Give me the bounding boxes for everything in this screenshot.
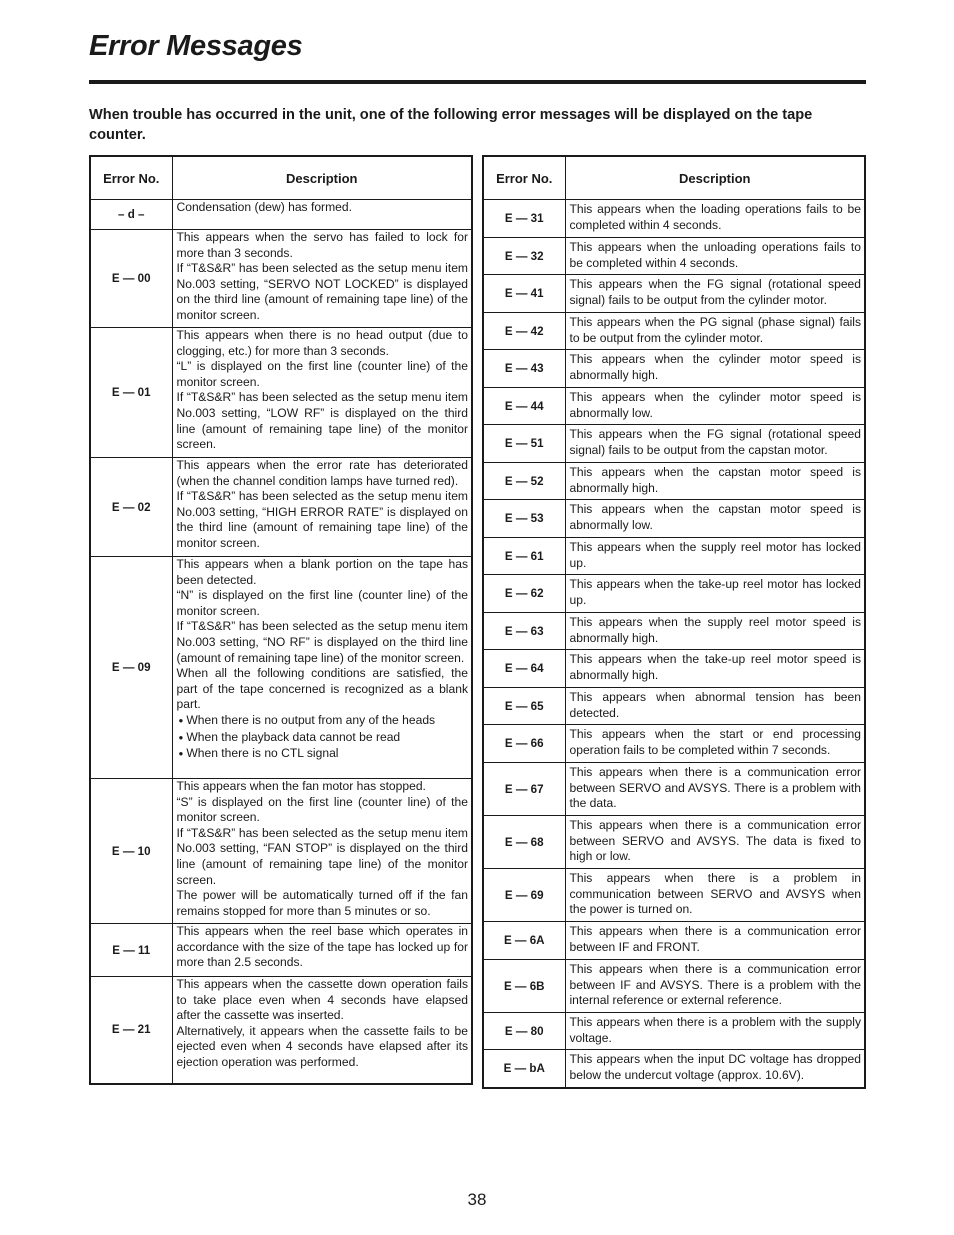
error-code: E — 01	[90, 328, 172, 458]
error-row	[90, 458, 472, 557]
description-paragraph: This appears when the start or end processing operation fails to be completed within 7 seconds.	[569, 727, 861, 757]
error-code: E — 51	[483, 425, 565, 463]
error-code: E — 21	[90, 977, 172, 1084]
error-row	[483, 200, 865, 238]
error-code: E — 6B	[483, 960, 565, 1013]
error-row	[483, 238, 865, 275]
error-code: E — 42	[483, 313, 565, 350]
description-paragraph: This appears when the FG signal (rotational speed signal) fails to be output from the capstan motor.	[569, 427, 861, 457]
error-description	[565, 238, 865, 275]
error-row	[483, 922, 865, 960]
description-paragraph: This appears when the take-up reel motor has locked up.	[569, 577, 861, 607]
error-code: E — 62	[483, 575, 565, 613]
description-paragraph: This appears when there is a communication error between IF and FRONT.	[569, 924, 861, 954]
description-paragraph: This appears when there is a problem with the supply voltage.	[569, 1014, 861, 1045]
error-description	[565, 763, 865, 816]
description-paragraph: This appears when the supply reel motor speed is abnormally high.	[569, 614, 861, 645]
description-paragraph: This appears when there is no head output (due to clogging, etc.) for more than 3 seconds.	[176, 328, 468, 358]
error-code: E — 65	[483, 688, 565, 725]
error-code: E — bA	[483, 1050, 565, 1088]
error-code: E — 61	[483, 538, 565, 575]
error-row	[483, 613, 865, 650]
error-row	[90, 230, 472, 328]
error-description	[565, 1050, 865, 1088]
error-description	[172, 230, 472, 328]
error-code: E — 31	[483, 200, 565, 238]
error-row	[483, 463, 865, 500]
error-description	[172, 200, 472, 230]
description-paragraph: “S” is displayed on the first line (counter line) of the monitor screen.	[176, 794, 468, 825]
error-table-left	[89, 155, 473, 1085]
description-paragraph: This appears when the input DC voltage has dropped below the undercut voltage (approx. 10.6V).	[569, 1052, 861, 1082]
description-paragraph: This appears when the reel base which operates in accordance with the size of the tape has locked up for more than 2.5 seconds.	[176, 924, 468, 970]
error-description	[565, 816, 865, 869]
table-header-row	[483, 156, 865, 200]
error-code: E — 32	[483, 238, 565, 275]
error-row	[483, 350, 865, 388]
description-paragraph: This appears when the capstan motor speed is abnormally low.	[569, 502, 861, 532]
error-row	[483, 538, 865, 575]
description-paragraph: This appears when there is a communication error between IF and AVSYS. There is a problem with the internal reference or external reference.	[569, 962, 861, 1008]
error-code: E — 41	[483, 275, 565, 313]
error-code: E — 80	[483, 1013, 565, 1050]
error-code: – d –	[90, 200, 172, 230]
description-paragraph: This appears when the loading operations fails to be completed within 4 seconds.	[569, 202, 861, 232]
description-paragraph: This appears when the supply reel motor has locked up.	[569, 539, 861, 570]
error-description	[172, 977, 472, 1084]
error-row	[483, 763, 865, 816]
description-paragraph: This appears when the FG signal (rotational speed signal) fails to be output from the cylinder motor.	[569, 277, 861, 307]
error-description	[565, 313, 865, 350]
description-paragraph: This appears when the cylinder motor speed is abnormally low.	[569, 389, 861, 420]
error-description	[565, 688, 865, 725]
description-paragraph: This appears when the capstan motor speed is abnormally high.	[569, 464, 861, 495]
error-row	[483, 500, 865, 538]
description-paragraph: If “T&S&R” has been selected as the setup menu item No.003 setting, “FAN STOP” is displayed on the third line (amount of remaining tape line) of the monitor screen.	[176, 825, 468, 887]
description-paragraph: This appears when the cylinder motor speed is abnormally high.	[569, 352, 861, 382]
error-description	[565, 538, 865, 575]
error-row	[483, 869, 865, 922]
error-row	[483, 1050, 865, 1088]
error-row	[483, 313, 865, 350]
error-row	[90, 200, 472, 230]
description-paragraph: Condensation (dew) has formed.	[176, 200, 352, 214]
error-row	[483, 816, 865, 869]
description-paragraph: This appears when there is a communication error between SERVO and AVSYS. The data is fixed to high or low.	[569, 818, 861, 864]
page-title: Error Messages	[89, 30, 303, 62]
error-description	[565, 869, 865, 922]
error-table-right	[482, 155, 866, 1089]
error-description	[172, 458, 472, 557]
description-paragraph: If “T&S&R” has been selected as the setup menu item No.003 setting, “SERVO NOT LOCKED” is displayed on the third line (amount of remaining tape line) of the monitor screen.	[176, 261, 468, 322]
condition-bullet: ● When the playback data cannot be read	[177, 730, 469, 747]
error-row	[483, 425, 865, 463]
error-code: E — 66	[483, 725, 565, 763]
description-paragraph: If “T&S&R” has been selected as the setup menu item No.003 setting, “NO RF” is displayed on the third line (amount of remaining tape line) of the monitor screen.	[176, 619, 468, 665]
error-row	[483, 388, 865, 425]
description-paragraph: This appears when the PG signal (phase signal) fails to be output from the cylinder motor.	[569, 314, 861, 345]
error-code: E — 67	[483, 763, 565, 816]
error-code: E — 02	[90, 458, 172, 557]
header-error-no: Error No.	[483, 156, 565, 200]
description-paragraph: If “T&S&R” has been selected as the setup menu item No.003 setting, “HIGH ERROR RATE” is displayed on the third line (amount of remaining tape line) of the monitor screen.	[176, 489, 468, 550]
description-paragraph: This appears when the servo has failed to lock for more than 3 seconds.	[176, 230, 468, 260]
error-description	[565, 463, 865, 500]
error-description	[565, 725, 865, 763]
error-description	[172, 328, 472, 458]
description-paragraph: This appears when the cassette down operation fails to take place even when 4 seconds have elapsed after the cassette was inserted.	[176, 977, 468, 1023]
error-row	[483, 688, 865, 725]
description-paragraph: This appears when the take-up reel motor speed is abnormally high.	[569, 652, 861, 682]
error-description	[565, 650, 865, 688]
error-code: E — 11	[90, 924, 172, 977]
error-row	[90, 779, 472, 924]
error-code: E — 63	[483, 613, 565, 650]
error-description	[565, 388, 865, 425]
description-paragraph: This appears when abnormal tension has been detected.	[569, 689, 861, 720]
description-paragraph: This appears when the error rate has deteriorated (when the channel condition lamps have turned red).	[176, 458, 468, 488]
header-description: Description	[565, 156, 865, 200]
header-description: Description	[172, 156, 472, 200]
error-row	[483, 650, 865, 688]
error-code: E — 09	[90, 557, 172, 779]
page-number: 38	[467, 1190, 487, 1209]
error-row	[483, 725, 865, 763]
error-row	[90, 977, 472, 1084]
error-row	[483, 1013, 865, 1050]
error-description	[565, 200, 865, 238]
error-code: E — 44	[483, 388, 565, 425]
error-row	[483, 575, 865, 613]
error-description	[565, 425, 865, 463]
error-description	[172, 557, 472, 779]
condition-bullet: ● When there is no CTL signal	[177, 746, 469, 763]
error-description	[172, 779, 472, 924]
error-code: E — 68	[483, 816, 565, 869]
description-paragraph: This appears when there is a problem in communication between SERVO and AVSYS when the power is turned on.	[569, 871, 861, 917]
title-rule	[89, 80, 866, 84]
description-paragraph: When all the following conditions are satisfied, the part of the tape concerned is recognized as a blank part.	[176, 666, 468, 712]
error-code: E — 43	[483, 350, 565, 388]
condition-bullet: ● When there is no output from any of the heads	[177, 713, 469, 730]
description-paragraph: This appears when the unloading operations fails to be completed within 4 seconds.	[569, 239, 861, 270]
intro-text: When trouble has occurred in the unit, one of the following error messages will be displayed on the tape counter.	[89, 107, 813, 143]
error-description	[565, 275, 865, 313]
description-paragraph: Alternatively, it appears when the cassette fails to be ejected even when 4 seconds have elapsed after its ejection operation was performed.	[176, 1023, 468, 1069]
description-paragraph: This appears when the fan motor has stopped.	[176, 779, 426, 793]
error-code: E — 00	[90, 230, 172, 328]
error-description	[565, 922, 865, 960]
error-row	[483, 960, 865, 1013]
error-code: E — 53	[483, 500, 565, 538]
error-rows-right	[483, 200, 865, 1088]
error-description	[565, 350, 865, 388]
error-code: E — 69	[483, 869, 565, 922]
error-code: E — 10	[90, 779, 172, 924]
error-row	[90, 924, 472, 977]
error-description	[565, 1013, 865, 1050]
error-row	[90, 328, 472, 458]
description-paragraph: “N” is displayed on the first line (counter line) of the monitor screen.	[176, 588, 468, 618]
error-description	[565, 575, 865, 613]
error-code: E — 6A	[483, 922, 565, 960]
header-error-no: Error No.	[90, 156, 172, 200]
description-paragraph: The power will be automatically turned off if the fan remains stopped for more than 5 minutes or so.	[176, 888, 468, 918]
description-paragraph: “L” is displayed on the first line (counter line) of the monitor screen.	[176, 359, 468, 389]
error-description	[565, 613, 865, 650]
description-paragraph: This appears when there is a communication error between SERVO and AVSYS. There is a problem with the data.	[569, 765, 861, 811]
error-description	[172, 924, 472, 977]
error-rows-left	[90, 200, 472, 1084]
table-header-row	[90, 156, 472, 200]
error-row	[483, 275, 865, 313]
error-row	[90, 557, 472, 779]
error-description	[565, 500, 865, 538]
error-code: E — 52	[483, 463, 565, 500]
error-code: E — 64	[483, 650, 565, 688]
description-paragraph: This appears when a blank portion on the tape has been detected.	[176, 557, 468, 587]
description-paragraph: If “T&S&R” has been selected as the setup menu item No.003 setting, “LOW RF” is displayed on the third line (amount of remaining tape line) of the monitor screen.	[176, 390, 468, 452]
error-description	[565, 960, 865, 1013]
